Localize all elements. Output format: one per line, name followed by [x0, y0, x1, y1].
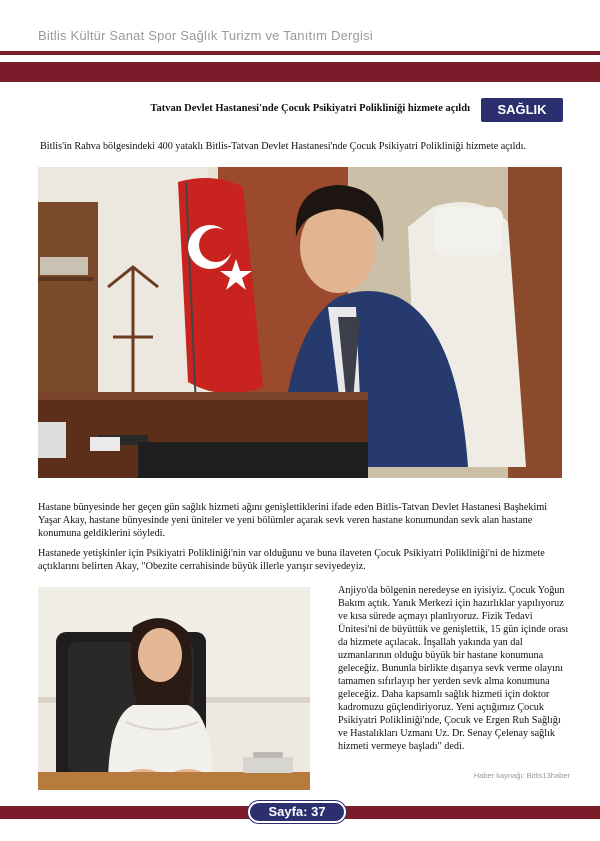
article-lead: Bitlis'in Rahva bölgesindeki 400 yataklı Bitlis-Tatvan Devlet Hastanesi'nde Çocuk Psikiyatri Polikliniği hizmete açıldı.: [40, 141, 526, 152]
photo-doctor: [38, 587, 310, 790]
page-number: Sayfa: 37: [248, 801, 346, 823]
header-rule-thin: [0, 51, 600, 55]
article-column-text: Anjiyo'da bölgenin neredeyse en iyisiyiz. Çocuk Yoğun Bakım açtık. Yanık Merkezi için hazırlıklar yapılıyoruz ve kısa sürede açmayı planlıyoruz. Fizik Tedavi Ünitesi'ni de büyüttük ve genişlettik, 15 gün içinde orası da hizmete açılacak. İnşallah yakında yan dal uzmanlarının olduğu büyük bir hastane konumuna geleceğiz. Bununla birlikte dışarıya sevk verme olayını tamamen sıfırlayıp her yerden sevk alma konumuna geleceğiz. Daha kapsamlı sağlık hizmeti için doktor kadromuzu güçlendiriyoruz. Yeni açtığımız Çocuk Psikiyatri Polikliniği'nde, Çocuk ve Ergen Ruh Sağlığı ve Hastalıkları Uzmanı Uz. Dr. Senay Çelenay sağlık hizmeti vermeye başladı" dedi.: [338, 585, 569, 752]
photo-chief-physician: [38, 167, 562, 478]
section-badge: SAĞLIK: [481, 98, 563, 122]
article-paragraph-1: Hastane bünyesinde her geçen gün sağlık hizmeti ağını genişlettiklerini ifade eden Bitlis-Tatvan Devlet Hastanesi Başhekimi Yaşar Akay, hastane bünyesinde yeni üniteler ve yeni bölümler açarak sevk veren hastane konumundan sevk alan hastane konumuna geldiklerini söyledi.: [38, 502, 548, 539]
article-paragraph-2: Hastanede yetişkinler için Psikiyatri Polikliniği'nin var olduğunu ve buna ilaveten Çocuk Psikiyatri Polikliniği'ni de hizmete açtıklarını belirten Akay, "Obezite cerrahisinde büyük illerle yarışır seviyedeyiz.: [38, 548, 545, 572]
header-rule-thick: [0, 62, 600, 82]
magazine-title: Bitlis Kültür Sanat Spor Sağlık Turizm ve Tanıtım Dergisi: [38, 28, 373, 43]
news-source: Haber kaynağı: Bitlis13haber: [473, 771, 570, 780]
article-headline: Tatvan Devlet Hastanesi'nde Çocuk Psikiyatri Polikliniği hizmete açıldı: [150, 103, 470, 114]
